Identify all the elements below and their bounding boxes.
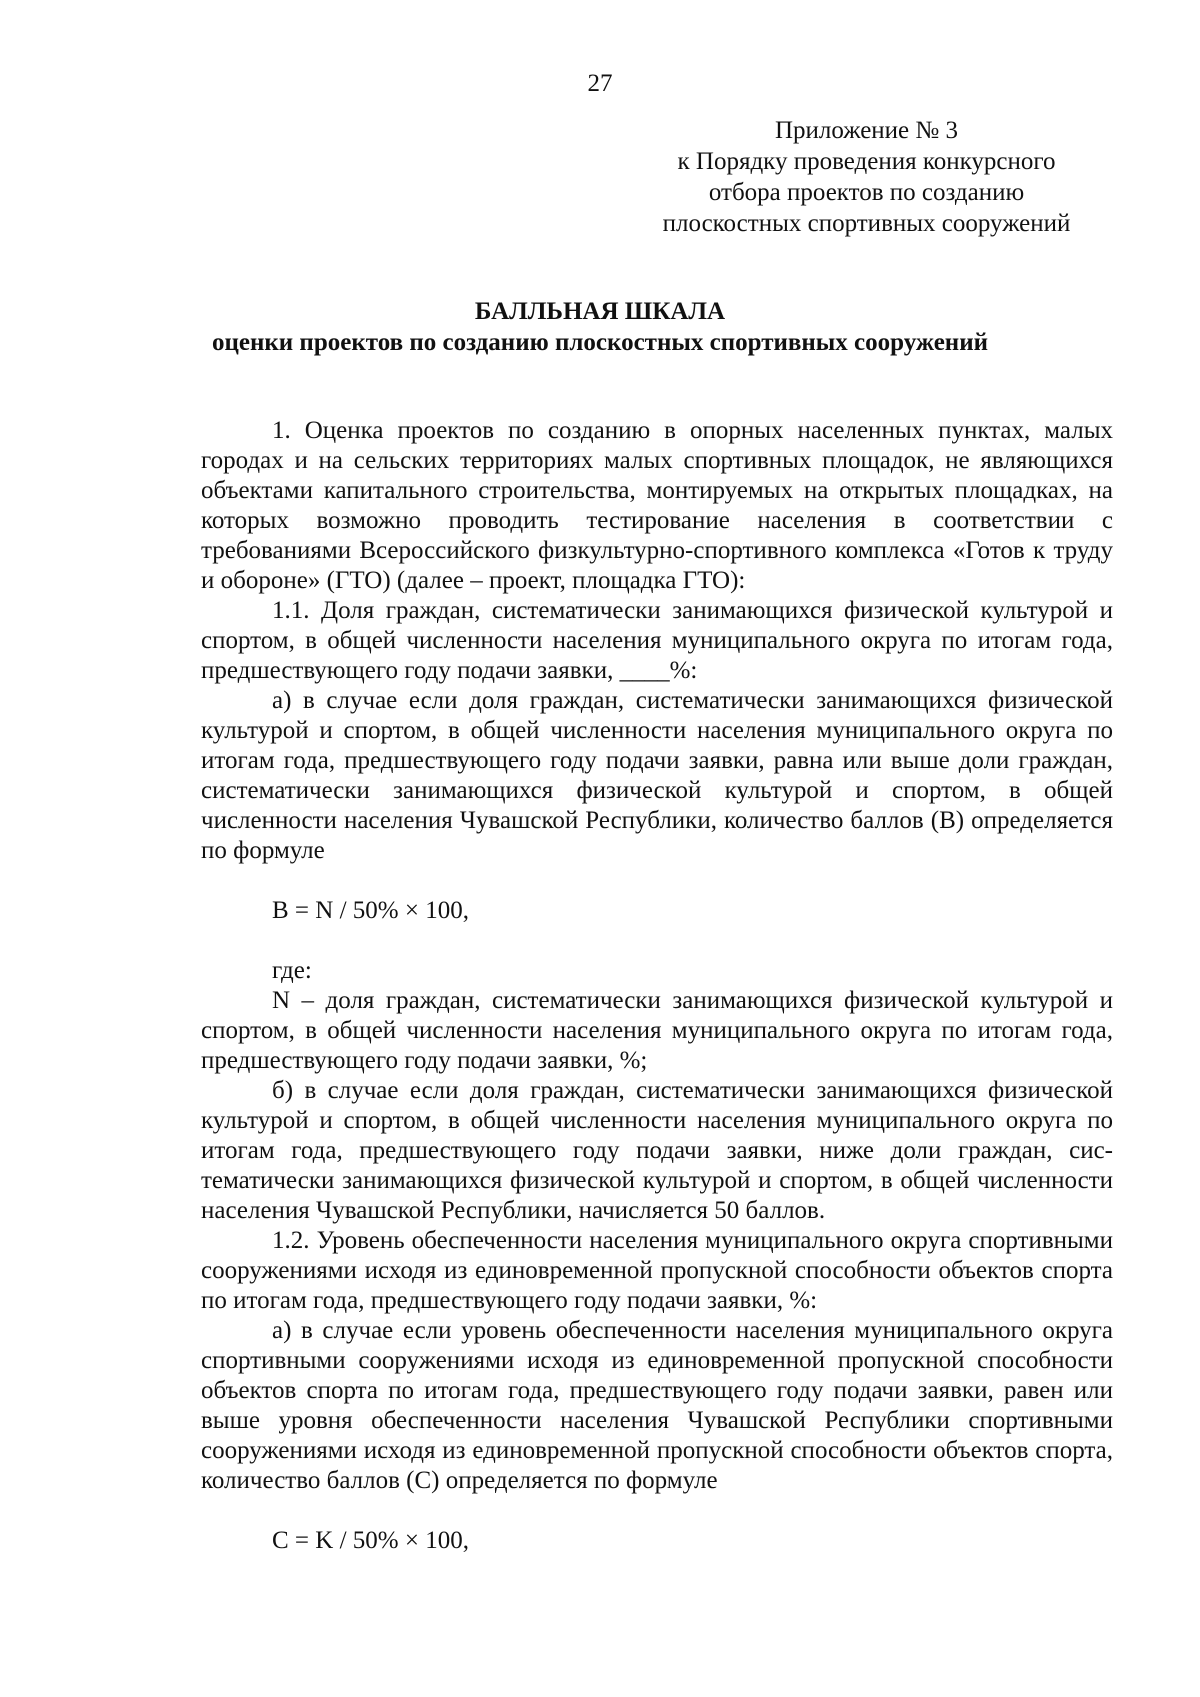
paragraph-1-1-b: б) в случае если доля граждан, систематически занимающихся физической культурой и спортом, в общей численности населения муниципального округа по итогам года, предшествующего году подачи заявки, ниже доли граждан, систематически занимающихся физической культурой и спортом, в общей численности населения Чувашской Республики, начисляется 50 баллов. — [201, 1077, 1113, 1224]
paragraph-1: 1. Оценка проектов по созданию в опорных населенных пунктах, малых городах и на сельских территориях малых спортивных площадок, не являющихся объектами капитального строительства, монтируемых на открытых площадках, на которых возможно проводить тестирование населения в соответствии с требованиями Всероссийского физкультурно-спортивного комплекса «Готов к труду и обороне» (ГТО) (далее – проект, площадка ГТО): — [201, 417, 1113, 594]
paragraph-1-2-a: а) в случае если уровень обеспеченности населения муниципального округа спортивными сооружениями исходя из единовременной пропускной способности объектов спорта по итогам года, предшествующего году подачи заявки, равен или выше уровня обеспеченности населения Чувашской Республики спортивными сооружениями исходя из единовременной пропускной способности объектов спорта, количество баллов (C) определяется по формуле — [201, 1317, 1113, 1494]
definition-n: N – доля граждан, систематически занимающихся физической культурой и спортом, в общей численности населения муниципального округа по итогам года, предшествующего году подачи заявки, %; — [201, 987, 1113, 1074]
appendix-header — [620, 115, 1113, 239]
document-body — [201, 416, 1113, 1556]
appendix-line: к Порядку проведения конкурсного — [677, 148, 1056, 175]
paragraph-1-1-a: а) в случае если доля граждан, систематически занимающихся физической культурой и спортом, в общей численности населения муниципального округа по итогам года, предшествующего году подачи заявки, равна или выше доли граждан, систематически занимающихся физической культурой и спортом, в общей численности населения Чувашской Республики, количество баллов (B) определяется по формуле — [201, 687, 1113, 864]
paragraph-1-2: 1.2. Уровень обеспеченности населения муниципального округа спортивными сооружениями исходя из единовременной пропускной способности объектов спорта по итогам года, предшествующего году подачи заявки, %: — [201, 1227, 1113, 1314]
formula-c: C = K / 50% × 100, — [272, 1527, 469, 1554]
appendix-line: плоскостных спортивных сооружений — [662, 210, 1071, 237]
where-label: где: — [272, 957, 312, 984]
title-subtitle: оценки проектов по созданию плоскостных спортивных сооружений — [211, 329, 989, 356]
title-main: БАЛЛЬНАЯ ШКАЛА — [474, 298, 726, 325]
appendix-line: отбора проектов по созданию — [708, 179, 1025, 206]
document-title — [0, 296, 1200, 358]
paragraph-1-1: 1.1. Доля граждан, систематически занимающихся физической культурой и спортом, в общей численности населения муниципального округа по итогам года, предшествующего году подачи заявки, ____%: — [201, 597, 1113, 684]
page-number: 27 — [587, 70, 613, 97]
formula-b: B = N / 50% × 100, — [272, 897, 469, 924]
appendix-line: Приложение № 3 — [774, 117, 959, 144]
